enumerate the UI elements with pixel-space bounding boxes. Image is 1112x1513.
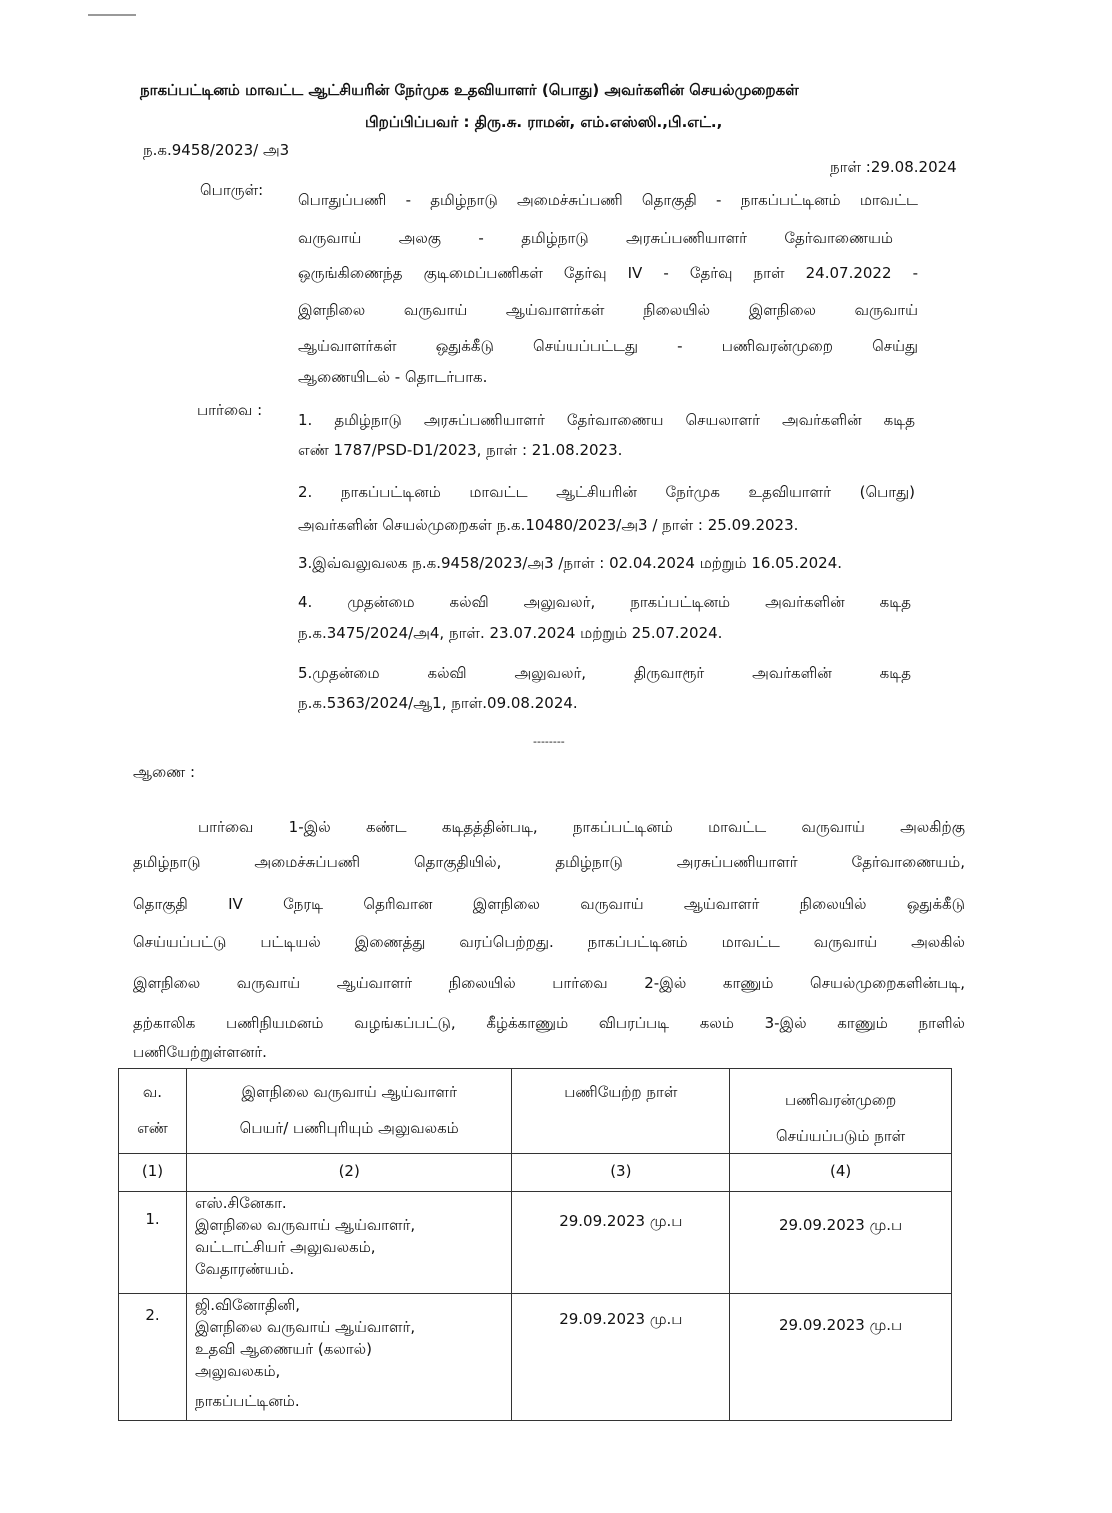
- references-label: பார்வை :: [197, 401, 263, 419]
- order-line: பார்வை 1-இல் கண்ட கடிதத்தின்படி, நாகப்பட்டினம் மாவட்ட வருவாய் அலகிற்கு: [198, 818, 965, 836]
- reference-line: 5.முதன்மை கல்வி அலுவலர், திருவாரூர் அவர்களின் கடித: [298, 664, 911, 682]
- scan-mark: [88, 14, 136, 16]
- order-line: பணியேற்றுள்ளனர்.: [133, 1043, 267, 1061]
- employee-details: எஸ்.சினேகா. இளநிலை வருவாய் ஆய்வாளர், வட்டாட்சியர் அலுவலகம், வேதாரண்யம்.: [186, 1192, 512, 1294]
- joined-date: 29.09.2023 மு.ப: [512, 1192, 730, 1294]
- document-title: நாகப்பட்டினம் மாவட்ட ஆட்சியரின் நேர்முக உதவியாளர் (பொது) அவர்களின் செயல்முறைகள்: [140, 81, 799, 99]
- order-line: தற்காலிக பணிநியமனம் வழங்கப்பட்டு, கீழ்க்காணும் விபரப்படி கலம் 3-இல் காணும் நாளில்: [133, 1014, 965, 1032]
- column-number: (4): [730, 1154, 952, 1192]
- serial-number: 1.: [119, 1192, 187, 1294]
- order-label: ஆணை :: [133, 763, 196, 781]
- order-line: செய்யப்பட்டு பட்டியல் இணைத்து வரப்பெற்றது. நாகப்பட்டினம் மாவட்ட வருவாய் அலகில்: [133, 933, 965, 951]
- reference-line: ந.க.3475/2024/அ4, நாள். 23.07.2024 மற்றும் 25.07.2024.: [298, 624, 723, 642]
- employee-details: ஜி.வினோதினி, இளநிலை வருவாய் ஆய்வாளர், உதவி ஆணையர் (கலால்) அலுவலகம், நாகப்பட்டினம்.: [186, 1294, 512, 1421]
- header-joined-date: பணியேற்ற நாள்: [512, 1069, 730, 1154]
- subject-line: பொதுப்பணி - தமிழ்நாடு அமைச்சுப்பணி தொகுதி - நாகப்பட்டினம் மாவட்ட: [298, 191, 918, 209]
- subject-line: ஆய்வாளர்கள் ஒதுக்கீடு செய்யப்பட்டது - பணிவரன்முறை செய்து: [298, 337, 918, 355]
- column-number: (1): [119, 1154, 187, 1192]
- reference-line: 2. நாகப்பட்டினம் மாவட்ட ஆட்சியரின் நேர்முக உதவியாளர் (பொது): [298, 483, 915, 501]
- table-row: [119, 1192, 952, 1294]
- column-number-row: [119, 1154, 952, 1192]
- document-date: நாள் :29.08.2024: [830, 158, 957, 176]
- reference-line: 3.இவ்வலுவலக ந.க.9458/2023/அ3 /நாள் : 02.04.2024 மற்றும் 16.05.2024.: [298, 554, 843, 572]
- order-line: தமிழ்நாடு அமைச்சுப்பணி தொகுதியில், தமிழ்நாடு அரசுப்பணியாளர் தேர்வாணையம்,: [133, 853, 965, 871]
- subject-line: வருவாய் அலகு - தமிழ்நாடு அரசுப்பணியாளர் தேர்வாணையம்: [298, 229, 893, 247]
- column-number: (2): [186, 1154, 512, 1192]
- reference-line: ந.க.5363/2024/ஆ1, நாள்.09.08.2024.: [298, 694, 578, 712]
- issuer: பிறப்பிப்பவர் : திரு.சு. ராமன், எம்.எஸ்ஸி.,பி.எட்.,: [365, 113, 723, 131]
- reference-number: ந.க.9458/2023/ அ3: [143, 141, 290, 159]
- appointment-table: [118, 1068, 952, 1421]
- subject-line: இளநிலை வருவாய் ஆய்வாளர்கள் நிலையில் இளநிலை வருவாய்: [298, 301, 918, 319]
- reference-line: அவர்களின் செயல்முறைகள் ந.க.10480/2023/அ3 / நாள் : 25.09.2023.: [298, 516, 799, 534]
- reference-line: எண் 1787/PSD-D1/2023, நாள் : 21.08.2023.: [298, 441, 623, 459]
- column-number: (3): [512, 1154, 730, 1192]
- regularisation-date: 29.09.2023 மு.ப: [730, 1294, 952, 1421]
- table-row: [119, 1294, 952, 1421]
- table-header-row: [119, 1069, 952, 1154]
- order-line: இளநிலை வருவாய் ஆய்வாளர் நிலையில் பார்வை 2-இல் காணும் செயல்முறைகளின்படி,: [133, 974, 965, 992]
- subject-line: ஒருங்கிணைந்த குடிமைப்பணிகள் தேர்வு IV - தேர்வு நாள் 24.07.2022 -: [298, 264, 918, 282]
- order-line: தொகுதி IV நேரடி தெரிவான இளநிலை வருவாய் ஆய்வாளர் நிலையில் ஒதுக்கீடு: [133, 895, 965, 913]
- header-name-office: இளநிலை வருவாய் ஆய்வாளர் பெயர்/ பணிபுரியும் அலுவலகம்: [186, 1069, 512, 1154]
- serial-number: 2.: [119, 1294, 187, 1421]
- subject-line: ஆணையிடல் - தொடர்பாக.: [298, 368, 488, 386]
- joined-date: 29.09.2023 மு.ப: [512, 1294, 730, 1421]
- separator: --------: [533, 735, 565, 748]
- subject-label: பொருள்:: [200, 181, 264, 199]
- header-regularisation-date: பணிவரன்முறை செய்யப்படும் நாள்: [730, 1069, 952, 1154]
- reference-line: 4. முதன்மை கல்வி அலுவலர், நாகப்பட்டினம் அவர்களின் கடித: [298, 593, 911, 611]
- header-serial: வ. எண்: [119, 1069, 187, 1154]
- reference-line: 1. தமிழ்நாடு அரசுப்பணியாளர் தேர்வாணைய செயலாளர் அவர்களின் கடித: [298, 411, 915, 429]
- regularisation-date: 29.09.2023 மு.ப: [730, 1192, 952, 1294]
